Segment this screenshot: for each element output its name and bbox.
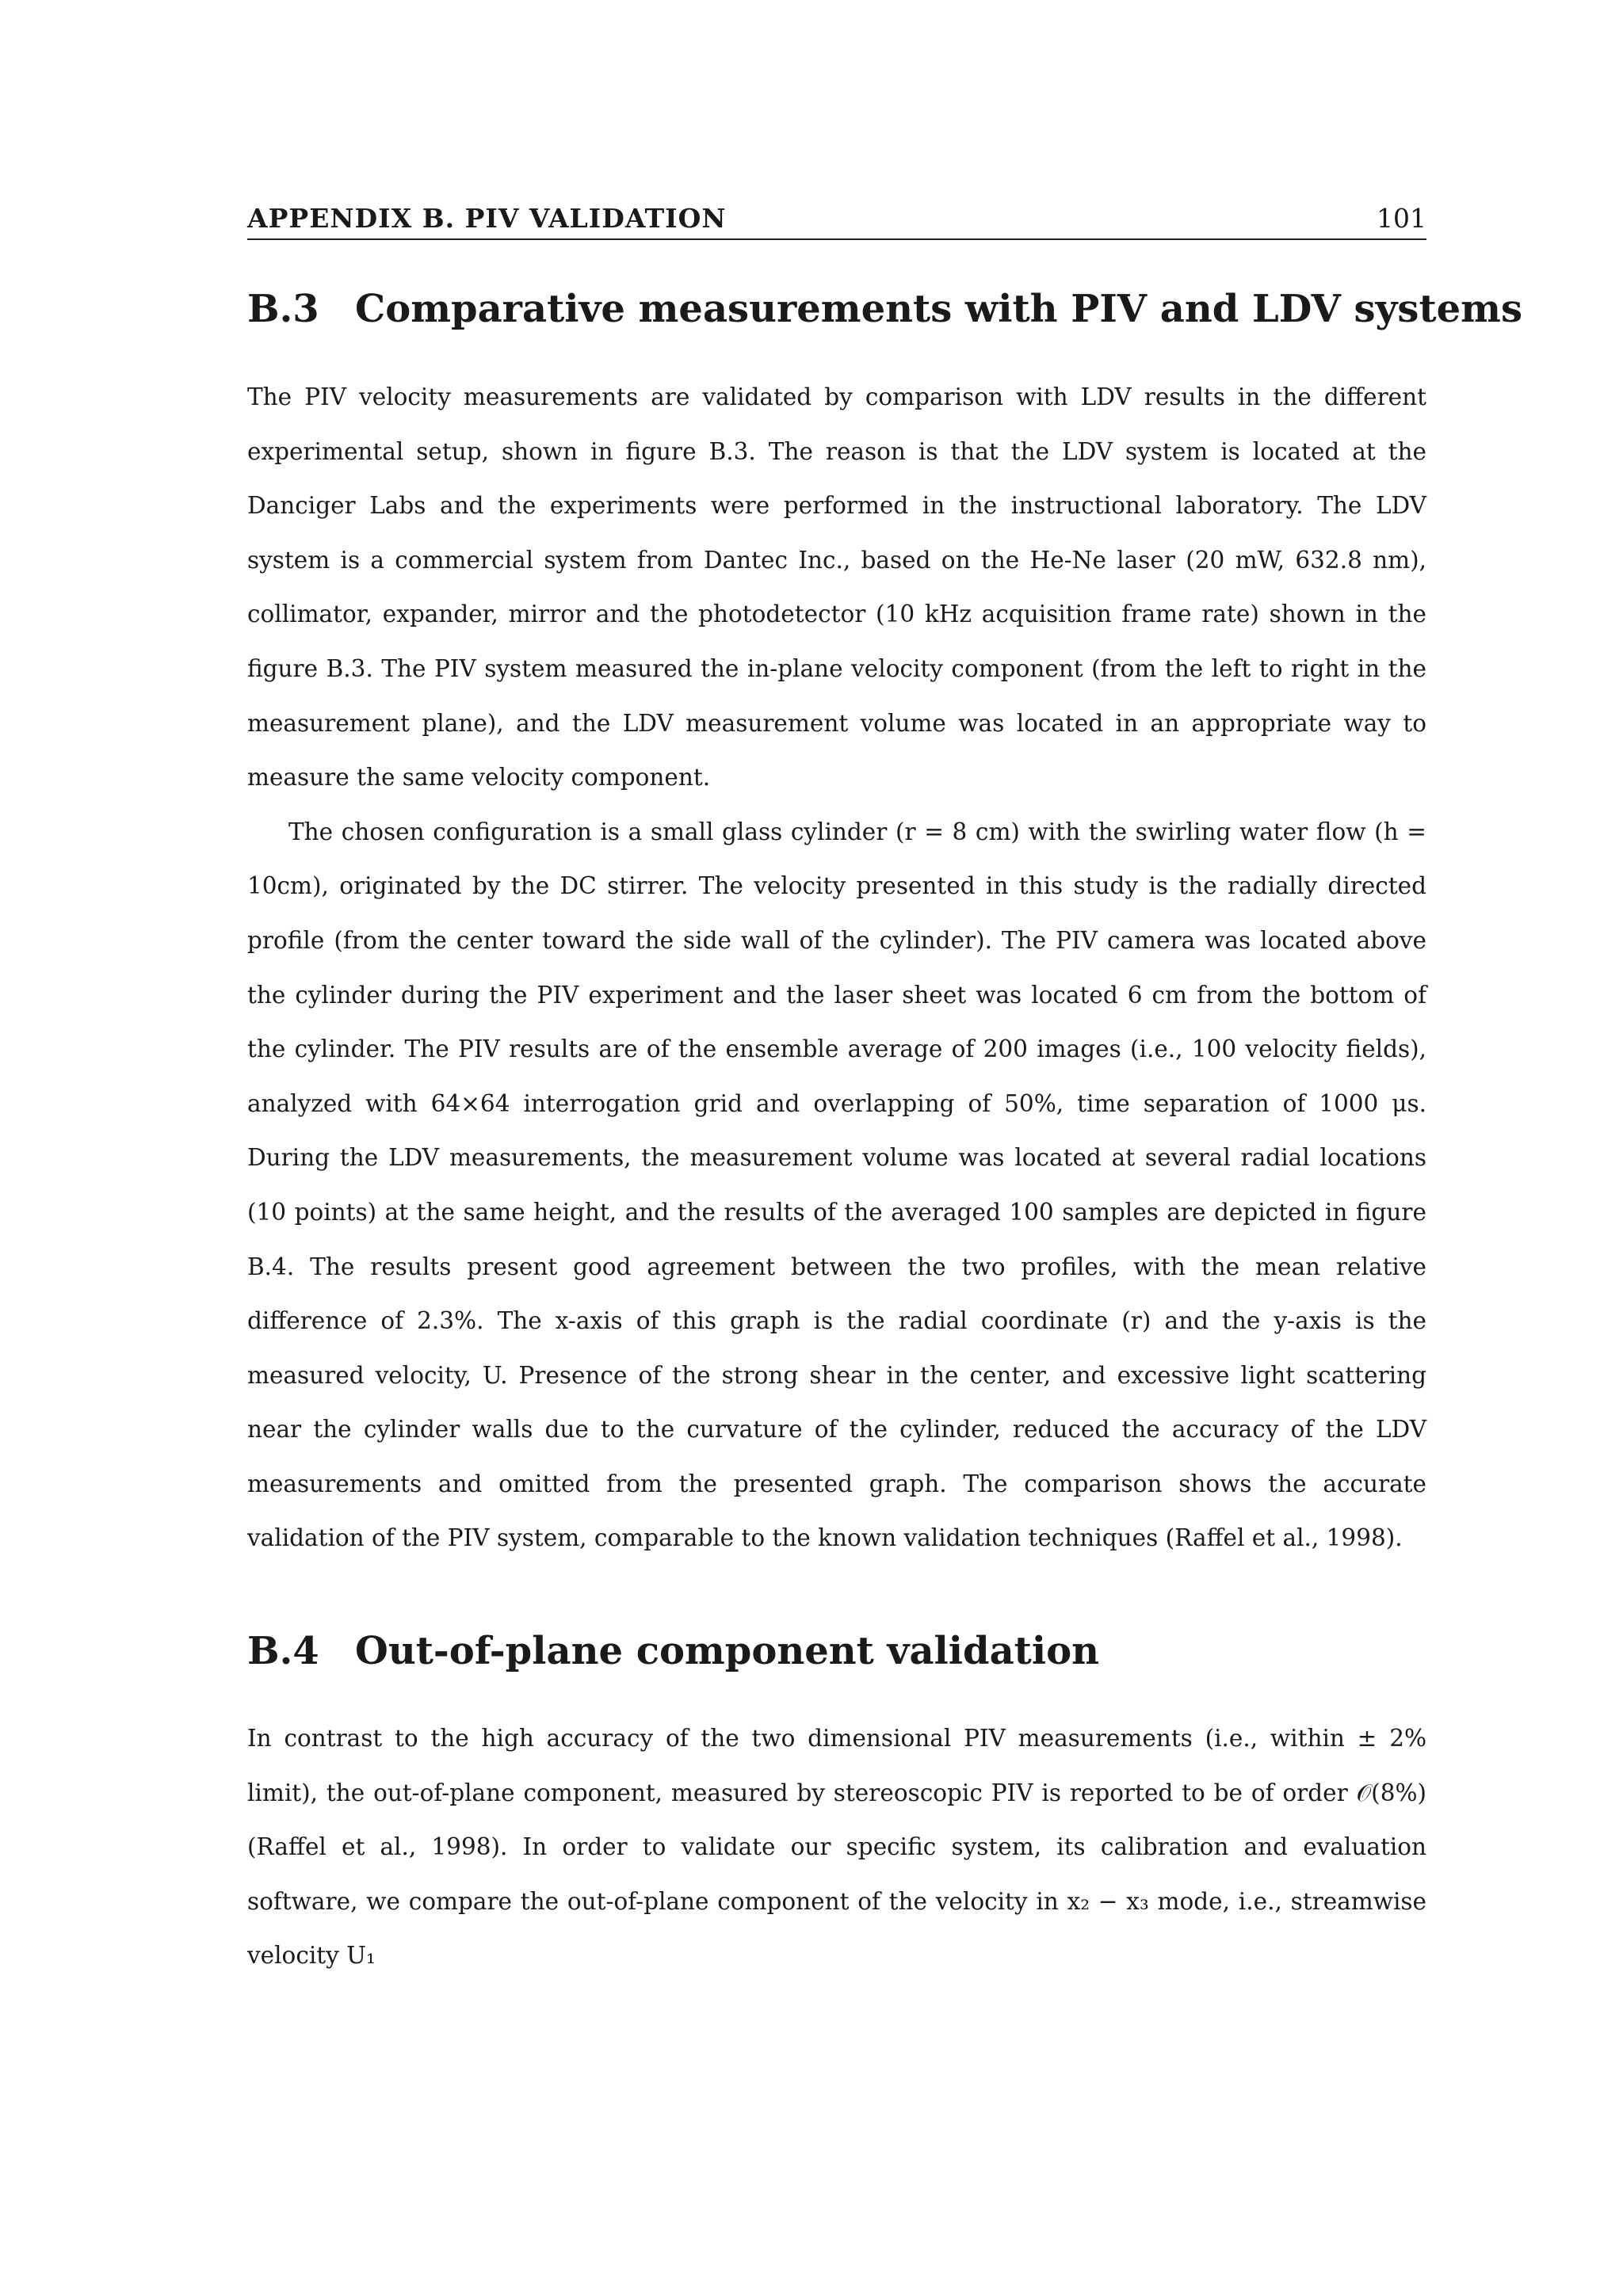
paragraph: In contrast to the high accuracy of the two dimensional PIV measurements (i.e., within ± 2% limit), the out-of-plane component, measured by stereoscopic PIV is reported to be of order 𝒪(8%) (Raffel et al., 1998). In order to validate our specific system, its calibration and evaluation software, we compare the out-of-plane component of the velocity in x₂ − x₃ mode, i.e., streamwise velocity U₁ bbox=[247, 1725, 1426, 1970]
section-heading-b3 bbox=[247, 287, 1522, 331]
section-heading-b4 bbox=[247, 1629, 1426, 1673]
section-number: B.4 bbox=[247, 1629, 319, 1673]
paragraph: The chosen configuration is a small glass cylinder (r = 8 cm) with the swirling water flow (h = 10cm), originated by the DC stirrer. The velocity presented in this study is the radially directed profile (from the center toward the side wall of the cylinder). The PIV camera was located above the cylinder during the PIV experiment and the laser sheet was located 6 cm from the bottom of the cylinder. The PIV results are of the ensemble average of 200 images (i.e., 100 velocity fields), analyzed with 64×64 interrogation grid and overlapping of 50%, time separation of 1000 μs. During the LDV measurements, the measurement volume was located at several radial locations (10 points) at the same height, and the results of the averaged 100 samples are depicted in figure B.4. The results present good agreement between the two profiles, with the mean relative difference of 2.3%. The x-axis of this graph is the radial coordinate (r) and the y-axis is the measured velocity, U. Presence of the strong shear in the center, and excessive light scattering near the cylinder walls due to the curvature of the cylinder, reduced the accuracy of the LDV measurements and omitted from the presented graph. The comparison shows the accurate validation of the PIV system, comparable to the known validation techniques (Raffel et al., 1998). bbox=[247, 818, 1426, 1552]
section-title: Out-of-plane component validation bbox=[355, 1629, 1099, 1673]
running-header-title: APPENDIX B. PIV VALIDATION bbox=[247, 203, 727, 234]
page-number: 101 bbox=[1377, 203, 1426, 234]
section-title: Comparative measurements with PIV and LDV systems bbox=[355, 287, 1522, 331]
section-number: B.3 bbox=[247, 287, 319, 331]
running-header bbox=[247, 203, 1426, 240]
section-b3-body bbox=[247, 370, 1426, 1566]
paragraph: The PIV velocity measurements are validated by comparison with LDV results in the different experimental setup, shown in figure B.3. The reason is that the LDV system is located at the Danciger Labs and the experiments were performed in the instructional laboratory. The LDV system is a commercial system from Dantec Inc., based on the He-Ne laser (20 mW, 632.8 nm), collimator, expander, mirror and the photodetector (10 kHz acquisition frame rate) shown in the figure B.3. The PIV system measured the in-plane velocity component (from the left to right in the measurement plane), and the LDV measurement volume was located in an appropriate way to measure the same velocity component. bbox=[247, 383, 1426, 791]
section-b4-body bbox=[247, 1711, 1426, 1983]
